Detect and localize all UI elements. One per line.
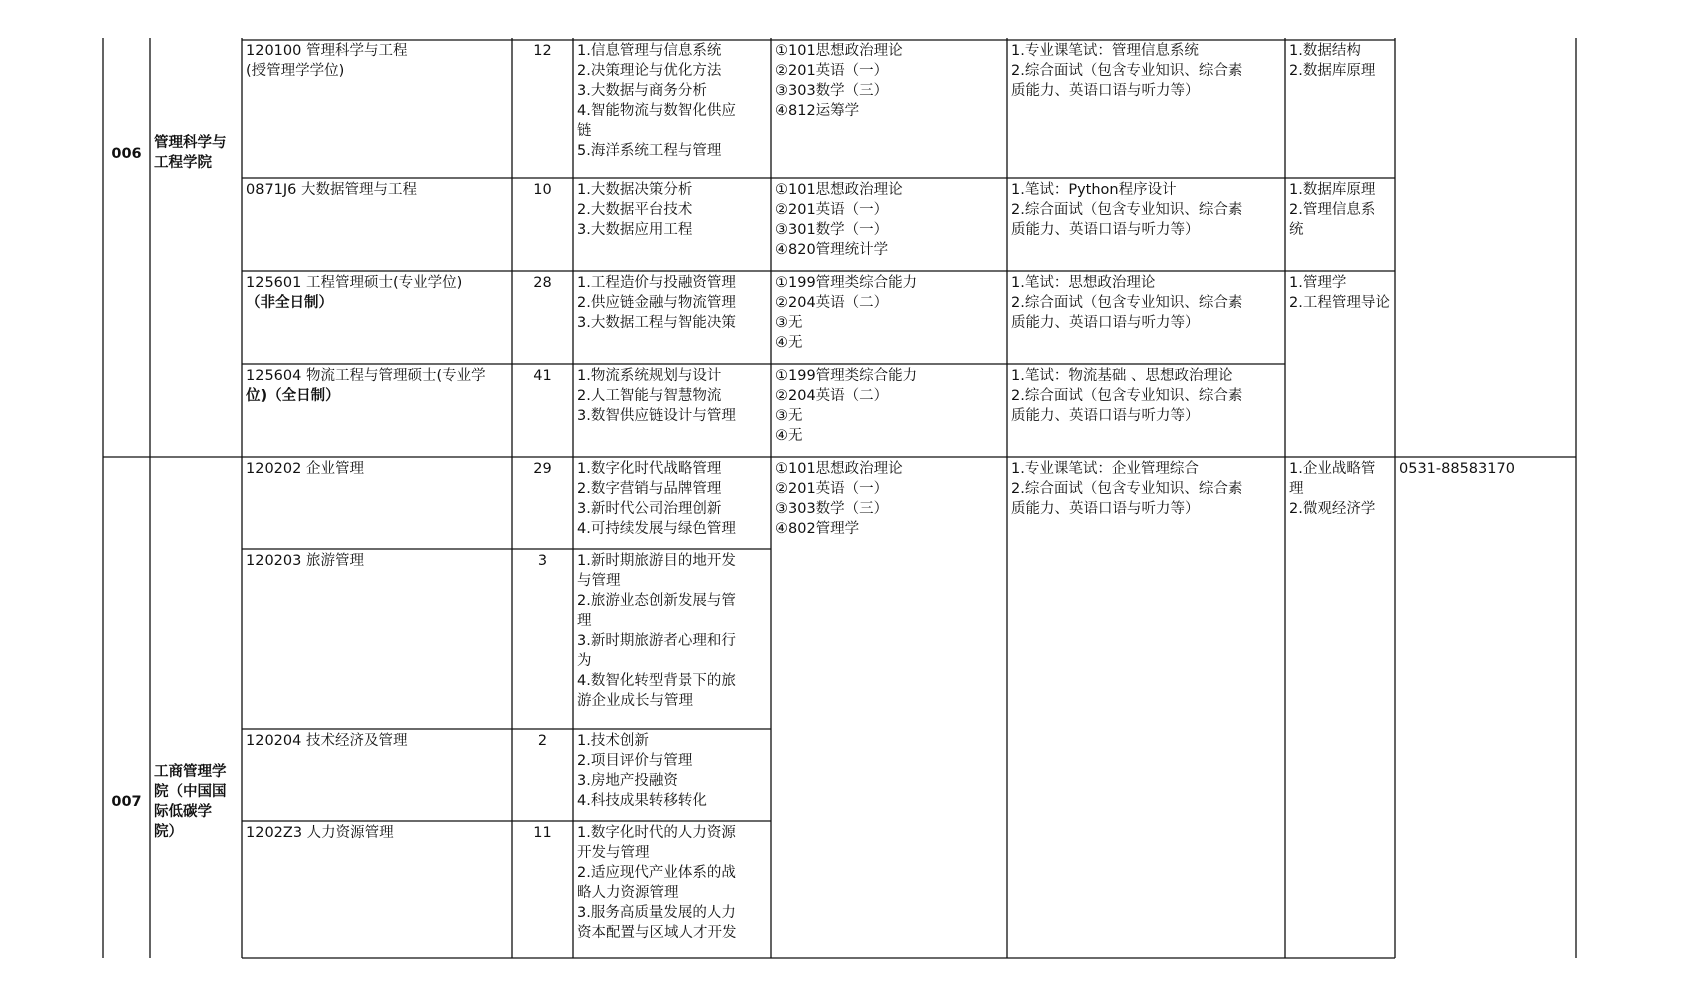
major-note: （非全日制） — [246, 295, 333, 311]
retest-subjects — [1011, 41, 1242, 101]
exam-line: ②204英语（二） — [775, 295, 889, 311]
dept-code-007: 007 — [111, 794, 142, 810]
retest-subjects — [1011, 273, 1242, 333]
major-quota: 3 — [537, 553, 548, 569]
retest-line: 2.综合面试（包含专业知识、综合素 — [1011, 481, 1243, 497]
major-name: 管理科学与工程 — [305, 43, 408, 59]
direction-line: 4.科技成果转移转化 — [577, 793, 707, 809]
addtest-line: 2.数据库原理 — [1289, 63, 1376, 79]
direction-line: 2.项目评价与管理 — [577, 753, 693, 769]
research-directions — [577, 273, 736, 333]
retest-line: 质能力、英语口语与听力等） — [1011, 501, 1200, 517]
direction-line: 1.工程造价与投融资管理 — [577, 275, 736, 291]
major-code-name — [246, 731, 407, 751]
dept-name-line: 院） — [154, 824, 183, 840]
major-code-name — [246, 551, 364, 571]
exam-line: ③无 — [775, 315, 803, 331]
exam-subjects — [775, 41, 903, 121]
direction-line: 2.旅游业态创新发展与管 — [577, 593, 736, 609]
addtest-subjects — [1289, 41, 1375, 81]
exam-subjects — [775, 180, 903, 260]
research-directions — [577, 366, 736, 426]
exam-line: ①199管理类综合能力 — [775, 275, 918, 291]
exam-line: ②201英语（一） — [775, 481, 889, 497]
addtest-line: 统 — [1289, 222, 1304, 238]
addtest-subjects — [1289, 180, 1375, 240]
research-directions — [577, 551, 736, 711]
dept-name-line: 院（中国国 — [154, 784, 227, 800]
research-directions — [577, 180, 692, 240]
dept-name-line: 工程学院 — [154, 155, 212, 171]
direction-line: 理 — [577, 613, 592, 629]
retest-line: 质能力、英语口语与听力等） — [1011, 222, 1200, 238]
exam-line: ④802管理学 — [775, 521, 860, 537]
major-code-name — [246, 41, 407, 81]
major-name: 人力资源管理 — [306, 825, 394, 841]
exam-line: ②201英语（一） — [775, 63, 889, 79]
major-code: 125601 — [246, 275, 302, 291]
major-quota: 2 — [537, 733, 548, 749]
research-directions — [577, 41, 736, 161]
addtest-line: 2.微观经济学 — [1289, 501, 1376, 517]
retest-line: 2.综合面试（包含专业知识、综合素 — [1011, 388, 1243, 404]
direction-line: 4.可持续发展与绿色管理 — [577, 521, 736, 537]
exam-line: ④无 — [775, 428, 803, 444]
major-name: 大数据管理与工程 — [301, 182, 418, 198]
exam-line: ①101思想政治理论 — [775, 182, 903, 198]
direction-line: 2.适应现代产业体系的战 — [577, 865, 736, 881]
direction-line: 4.智能物流与数智化供应 — [577, 103, 736, 119]
major-quota: 28 — [533, 275, 552, 291]
addtest-line: 理 — [1289, 481, 1304, 497]
direction-line: 2.数字营销与品牌管理 — [577, 481, 722, 497]
retest-line: 质能力、英语口语与听力等） — [1011, 315, 1200, 331]
direction-line: 3.服务高质量发展的人力 — [577, 905, 736, 921]
major-name: 工程管理硕士(专业学位) — [305, 275, 463, 291]
major-name: 物流工程与管理硕士(专业学 — [305, 368, 486, 384]
retest-line: 1.笔试：Python程序设计 — [1011, 182, 1177, 198]
major-name: 技术经济及管理 — [305, 733, 408, 749]
major-name: 旅游管理 — [305, 553, 364, 569]
direction-line: 1.技术创新 — [577, 733, 649, 749]
dept-name-line: 际低碳学 — [154, 804, 212, 820]
direction-line: 2.决策理论与优化方法 — [577, 63, 722, 79]
major-note: (授管理学学位) — [246, 63, 345, 79]
retest-line: 质能力、英语口语与听力等） — [1011, 408, 1200, 424]
retest-subjects — [1011, 366, 1242, 426]
dept-name-006 — [154, 133, 240, 173]
addtest-line: 2.工程管理导论 — [1289, 295, 1390, 311]
direction-line: 3.新时代公司治理创新 — [577, 501, 722, 517]
major-code: 120204 — [246, 733, 302, 749]
direction-line: 2.大数据平台技术 — [577, 202, 693, 218]
direction-line: 3.数智供应链设计与管理 — [577, 408, 736, 424]
direction-line: 2.人工智能与智慧物流 — [577, 388, 722, 404]
direction-line: 资本配置与区域人才开发 — [577, 925, 737, 941]
addtest-line: 1.数据库原理 — [1289, 182, 1376, 198]
direction-line: 1.新时期旅游目的地开发 — [577, 553, 736, 569]
direction-line: 1.数字化时代战略管理 — [577, 461, 722, 477]
direction-line: 1.物流系统规划与设计 — [577, 368, 722, 384]
retest-line: 2.综合面试（包含专业知识、综合素 — [1011, 295, 1243, 311]
major-quota: 12 — [533, 43, 552, 59]
direction-line: 5.海洋系统工程与管理 — [577, 143, 722, 159]
major-quota: 11 — [533, 825, 552, 841]
exam-subjects — [775, 459, 903, 539]
exam-line: ④812运筹学 — [775, 103, 860, 119]
major-name: 企业管理 — [305, 461, 364, 477]
retest-line: 1.专业课笔试：企业管理综合 — [1011, 461, 1199, 477]
contact-phone: 0531-88583170 — [1399, 461, 1515, 477]
exam-line: ④820管理统计学 — [775, 242, 889, 258]
exam-subjects — [775, 273, 917, 353]
major-code-name — [246, 273, 462, 313]
direction-line: 3.新时期旅游者心理和行 — [577, 633, 736, 649]
direction-line: 3.大数据工程与智能决策 — [577, 315, 736, 331]
direction-line: 3.大数据与商务分析 — [577, 83, 707, 99]
addtest-line: 1.管理学 — [1289, 275, 1347, 291]
major-code-name — [246, 180, 417, 200]
research-directions — [577, 823, 737, 943]
exam-line: ①101思想政治理论 — [775, 461, 903, 477]
retest-subjects — [1011, 180, 1242, 240]
retest-line: 质能力、英语口语与听力等） — [1011, 83, 1200, 99]
exam-line: ②204英语（二） — [775, 388, 889, 404]
exam-line: ④无 — [775, 335, 803, 351]
exam-line: ③303数学（三） — [775, 83, 889, 99]
retest-line: 1.笔试：思想政治理论 — [1011, 275, 1156, 291]
major-code: 0871J6 — [246, 182, 297, 198]
retest-line: 2.综合面试（包含专业知识、综合素 — [1011, 202, 1243, 218]
dept-code-006: 006 — [111, 146, 142, 162]
direction-line: 3.房地产投融资 — [577, 773, 678, 789]
direction-line: 2.供应链金融与物流管理 — [577, 295, 736, 311]
addtest-subjects — [1289, 459, 1375, 519]
retest-line: 1.专业课笔试：管理信息系统 — [1011, 43, 1199, 59]
addtest-line: 2.管理信息系 — [1289, 202, 1376, 218]
direction-line: 开发与管理 — [577, 845, 650, 861]
major-quota: 29 — [533, 461, 552, 477]
addtest-line: 1.企业战略管 — [1289, 461, 1376, 477]
dept-name-line: 管理科学与 — [154, 135, 227, 151]
direction-line: 1.大数据决策分析 — [577, 182, 693, 198]
direction-line: 1.信息管理与信息系统 — [577, 43, 722, 59]
research-directions — [577, 731, 707, 811]
major-code: 120203 — [246, 553, 302, 569]
major-quota: 41 — [533, 368, 552, 384]
direction-line: 与管理 — [577, 573, 621, 589]
major-code-name — [246, 366, 486, 406]
direction-line: 3.大数据应用工程 — [577, 222, 693, 238]
exam-line: ①199管理类综合能力 — [775, 368, 918, 384]
research-directions — [577, 459, 736, 539]
major-quota: 10 — [533, 182, 552, 198]
major-code-name — [246, 459, 364, 479]
exam-line: ③303数学（三） — [775, 501, 889, 517]
major-code: 125604 — [246, 368, 302, 384]
exam-line: ③301数学（一） — [775, 222, 889, 238]
retest-line: 2.综合面试（包含专业知识、综合素 — [1011, 63, 1243, 79]
major-code: 120100 — [246, 43, 302, 59]
direction-line: 略人力资源管理 — [577, 885, 679, 901]
major-code: 1202Z3 — [246, 825, 303, 841]
direction-line: 游企业成长与管理 — [577, 693, 693, 709]
exam-line: ③无 — [775, 408, 803, 424]
addtest-line: 1.数据结构 — [1289, 43, 1361, 59]
direction-line: 为 — [577, 653, 592, 669]
major-note: 位)（全日制） — [246, 388, 340, 404]
direction-line: 链 — [577, 123, 592, 139]
retest-line: 1.笔试：物流基础 、思想政治理论 — [1011, 368, 1233, 384]
exam-line: ①101思想政治理论 — [775, 43, 903, 59]
dept-name-007 — [154, 762, 240, 842]
direction-line: 1.数字化时代的人力资源 — [577, 825, 736, 841]
exam-line: ②201英语（一） — [775, 202, 889, 218]
exam-subjects — [775, 366, 917, 446]
retest-subjects — [1011, 459, 1242, 519]
major-code-name — [246, 823, 394, 843]
major-code: 120202 — [246, 461, 302, 477]
direction-line: 4.数智化转型背景下的旅 — [577, 673, 736, 689]
addtest-subjects — [1289, 273, 1390, 313]
dept-name-line: 工商管理学 — [154, 764, 227, 780]
